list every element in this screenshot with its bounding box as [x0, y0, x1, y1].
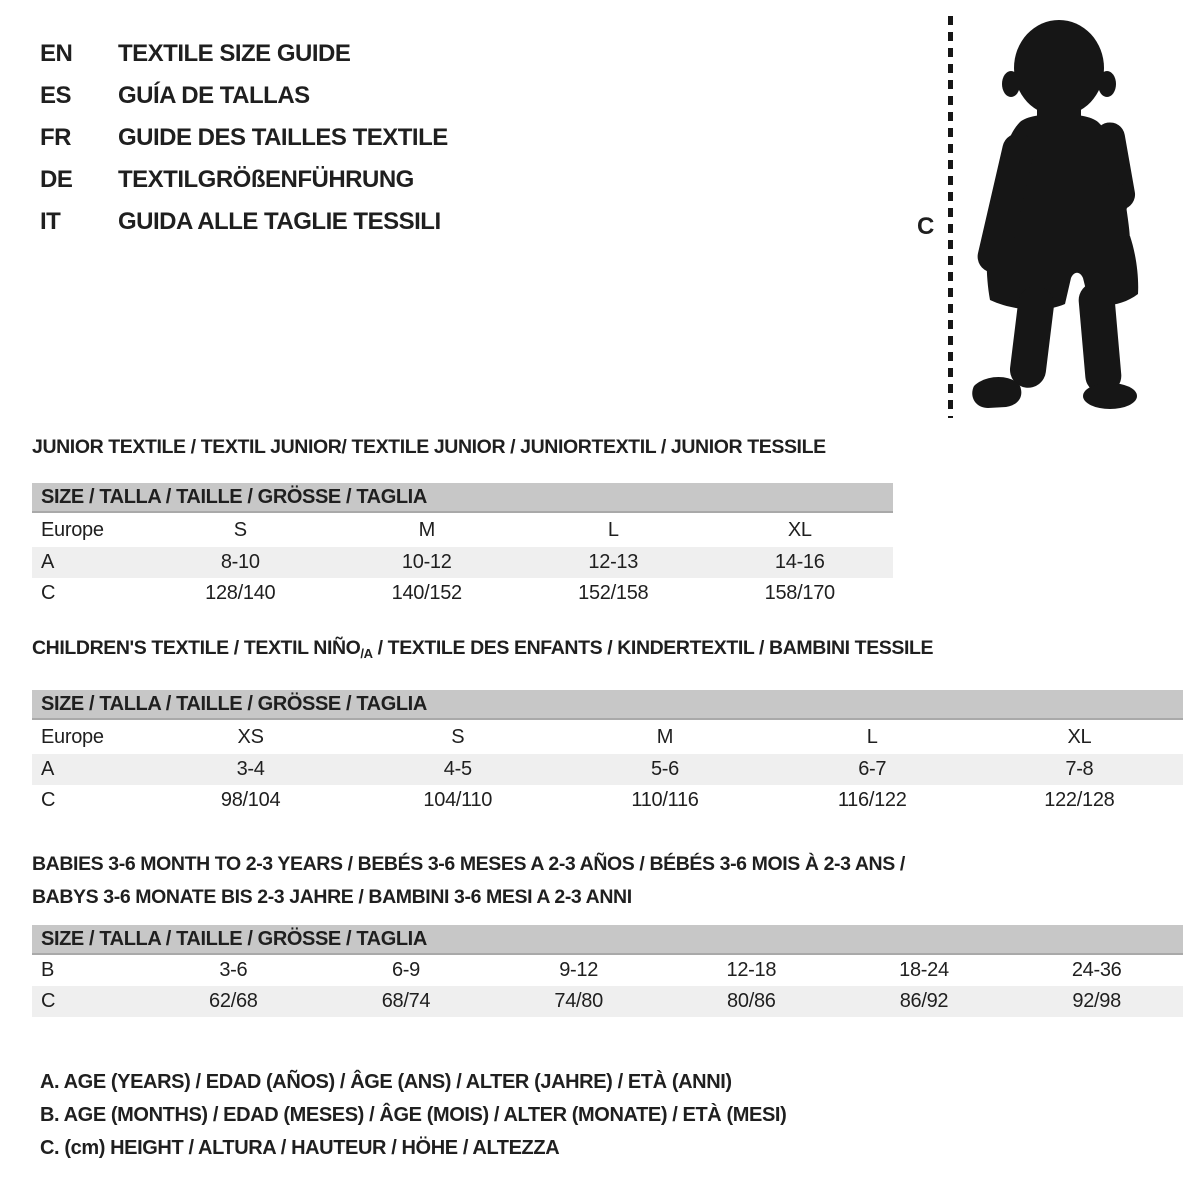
guide-title-es: GUÍA DE TALLAS	[118, 82, 310, 109]
value-cell: 98/104	[220, 789, 281, 811]
value-cell: 3-4	[236, 758, 265, 780]
guide-title-it: GUIDA ALLE TAGLIE TESSILI	[118, 208, 441, 235]
babies-textile-section	[32, 848, 1183, 1017]
value-cell: 158/170	[764, 582, 835, 604]
row-label: C	[41, 582, 56, 604]
value-cell: 92/98	[1072, 990, 1121, 1012]
junior-size-header-bar: SIZE / TALLA / TAILLE / GRÖSSE / TAGLIA	[32, 483, 893, 513]
value-cell: 122/128	[1044, 789, 1115, 811]
junior-sizes-row	[32, 513, 893, 547]
row-label: Europe	[41, 725, 104, 748]
value-cell: 128/140	[205, 582, 276, 604]
children-age-row	[32, 754, 1183, 785]
value-cell: 18-24	[899, 959, 949, 981]
size-cell: M	[418, 518, 435, 541]
legend	[40, 1066, 786, 1165]
value-cell: 10-12	[401, 551, 452, 573]
language-row-en	[40, 33, 448, 75]
value-cell: 86/92	[899, 990, 949, 1012]
language-row-it	[40, 201, 448, 243]
legend-line-height-cm: C. (cm) HEIGHT / ALTURA / HAUTEUR / HÖHE / ALTEZZA	[40, 1137, 560, 1159]
language-row-es	[40, 75, 448, 117]
size-cell: M	[656, 725, 674, 748]
row-label: A	[41, 551, 55, 573]
babies-title-line2: BABYS 3-6 MONATE BIS 2-3 JAHRE / BAMBINI 3-6 MESI A 2-3 ANNI	[32, 886, 632, 908]
row-label: A	[41, 758, 55, 780]
children-title-rest: / TEXTILE DES ENFANTS / KINDERTEXTIL / BAMBINI TESSILE	[372, 637, 934, 659]
junior-section-title: JUNIOR TEXTILE / TEXTIL JUNIOR/ TEXTILE JUNIOR / JUNIORTEXTIL / JUNIOR TESSILE	[32, 436, 826, 458]
size-cell: XL	[1067, 725, 1092, 748]
height-measure-line	[948, 16, 953, 418]
guide-title-de: TEXTILGRÖßENFÜHRUNG	[118, 166, 414, 193]
children-textile-section	[32, 637, 1183, 816]
guide-title-fr: GUIDE DES TAILLES TEXTILE	[118, 124, 448, 151]
value-cell: 9-12	[559, 959, 599, 981]
value-cell: 104/110	[423, 789, 493, 811]
value-cell: 12-13	[588, 551, 639, 573]
value-cell: 80/86	[727, 990, 776, 1012]
language-header	[40, 33, 448, 243]
children-title-main: CHILDREN'S TEXTILE / TEXTIL NIÑO	[32, 637, 361, 659]
size-cell: L	[607, 518, 619, 541]
value-cell: 6-9	[391, 959, 420, 981]
children-sizes-row	[32, 720, 1183, 754]
value-cell: 140/152	[391, 582, 462, 604]
children-height-row	[32, 785, 1183, 816]
junior-height-row	[32, 578, 893, 609]
junior-age-row	[32, 547, 893, 578]
row-label: B	[41, 959, 55, 981]
value-cell: 7-8	[1065, 758, 1094, 780]
children-title-subscript: /A	[360, 646, 373, 661]
children-size-header-bar: SIZE / TALLA / TAILLE / GRÖSSE / TAGLIA	[32, 690, 1183, 720]
value-cell: 3-6	[219, 959, 248, 981]
language-row-fr	[40, 117, 448, 159]
toddler-silhouette-icon	[962, 14, 1152, 418]
value-cell: 14-16	[774, 551, 825, 573]
babies-months-row	[32, 955, 1183, 986]
language-code: ES	[40, 82, 72, 109]
height-measure-label: C	[917, 213, 935, 240]
value-cell: 6-7	[858, 758, 887, 780]
language-code: EN	[40, 40, 73, 67]
legend-line-age-months: B. AGE (MONTHS) / EDAD (MESES) / ÂGE (MOIS) / ALTER (MONATE) / ETÀ (MESI)	[40, 1104, 787, 1126]
size-cell: L	[866, 725, 878, 748]
size-cell: S	[451, 725, 465, 748]
language-code: FR	[40, 124, 71, 151]
row-label: Europe	[41, 518, 104, 541]
babies-size-header-bar: SIZE / TALLA / TAILLE / GRÖSSE / TAGLIA	[32, 925, 1183, 955]
value-cell: 110/116	[631, 789, 699, 811]
language-row-de	[40, 159, 448, 201]
children-section-title	[32, 637, 1183, 665]
value-cell: 8-10	[220, 551, 260, 573]
size-cell: XS	[237, 725, 264, 748]
value-cell: 152/158	[578, 582, 649, 604]
value-cell: 74/80	[554, 990, 603, 1012]
babies-height-row	[32, 986, 1183, 1017]
guide-title-en: TEXTILE SIZE GUIDE	[118, 40, 351, 67]
size-cell: XL	[787, 518, 812, 541]
value-cell: 24-36	[1071, 959, 1122, 981]
language-code: DE	[40, 166, 73, 193]
row-label: C	[41, 990, 56, 1012]
babies-section-title	[32, 848, 1183, 914]
value-cell: 116/122	[837, 789, 907, 811]
junior-textile-section	[32, 436, 893, 609]
value-cell: 12-18	[726, 959, 777, 981]
row-label: C	[41, 789, 56, 811]
value-cell: 62/68	[209, 990, 258, 1012]
value-cell: 5-6	[650, 758, 679, 780]
size-cell: S	[233, 518, 247, 541]
language-code: IT	[40, 208, 61, 235]
babies-title-line1: BABIES 3-6 MONTH TO 2-3 YEARS / BEBÉS 3-6 MESES A 2-3 AÑOS / BÉBÉS 3-6 MOIS À 2-3 ANS /	[32, 853, 905, 875]
legend-line-age-years: A. AGE (YEARS) / EDAD (AÑOS) / ÂGE (ANS) / ALTER (JAHRE) / ETÀ (ANNI)	[40, 1071, 732, 1093]
value-cell: 4-5	[443, 758, 472, 780]
value-cell: 68/74	[381, 990, 431, 1012]
